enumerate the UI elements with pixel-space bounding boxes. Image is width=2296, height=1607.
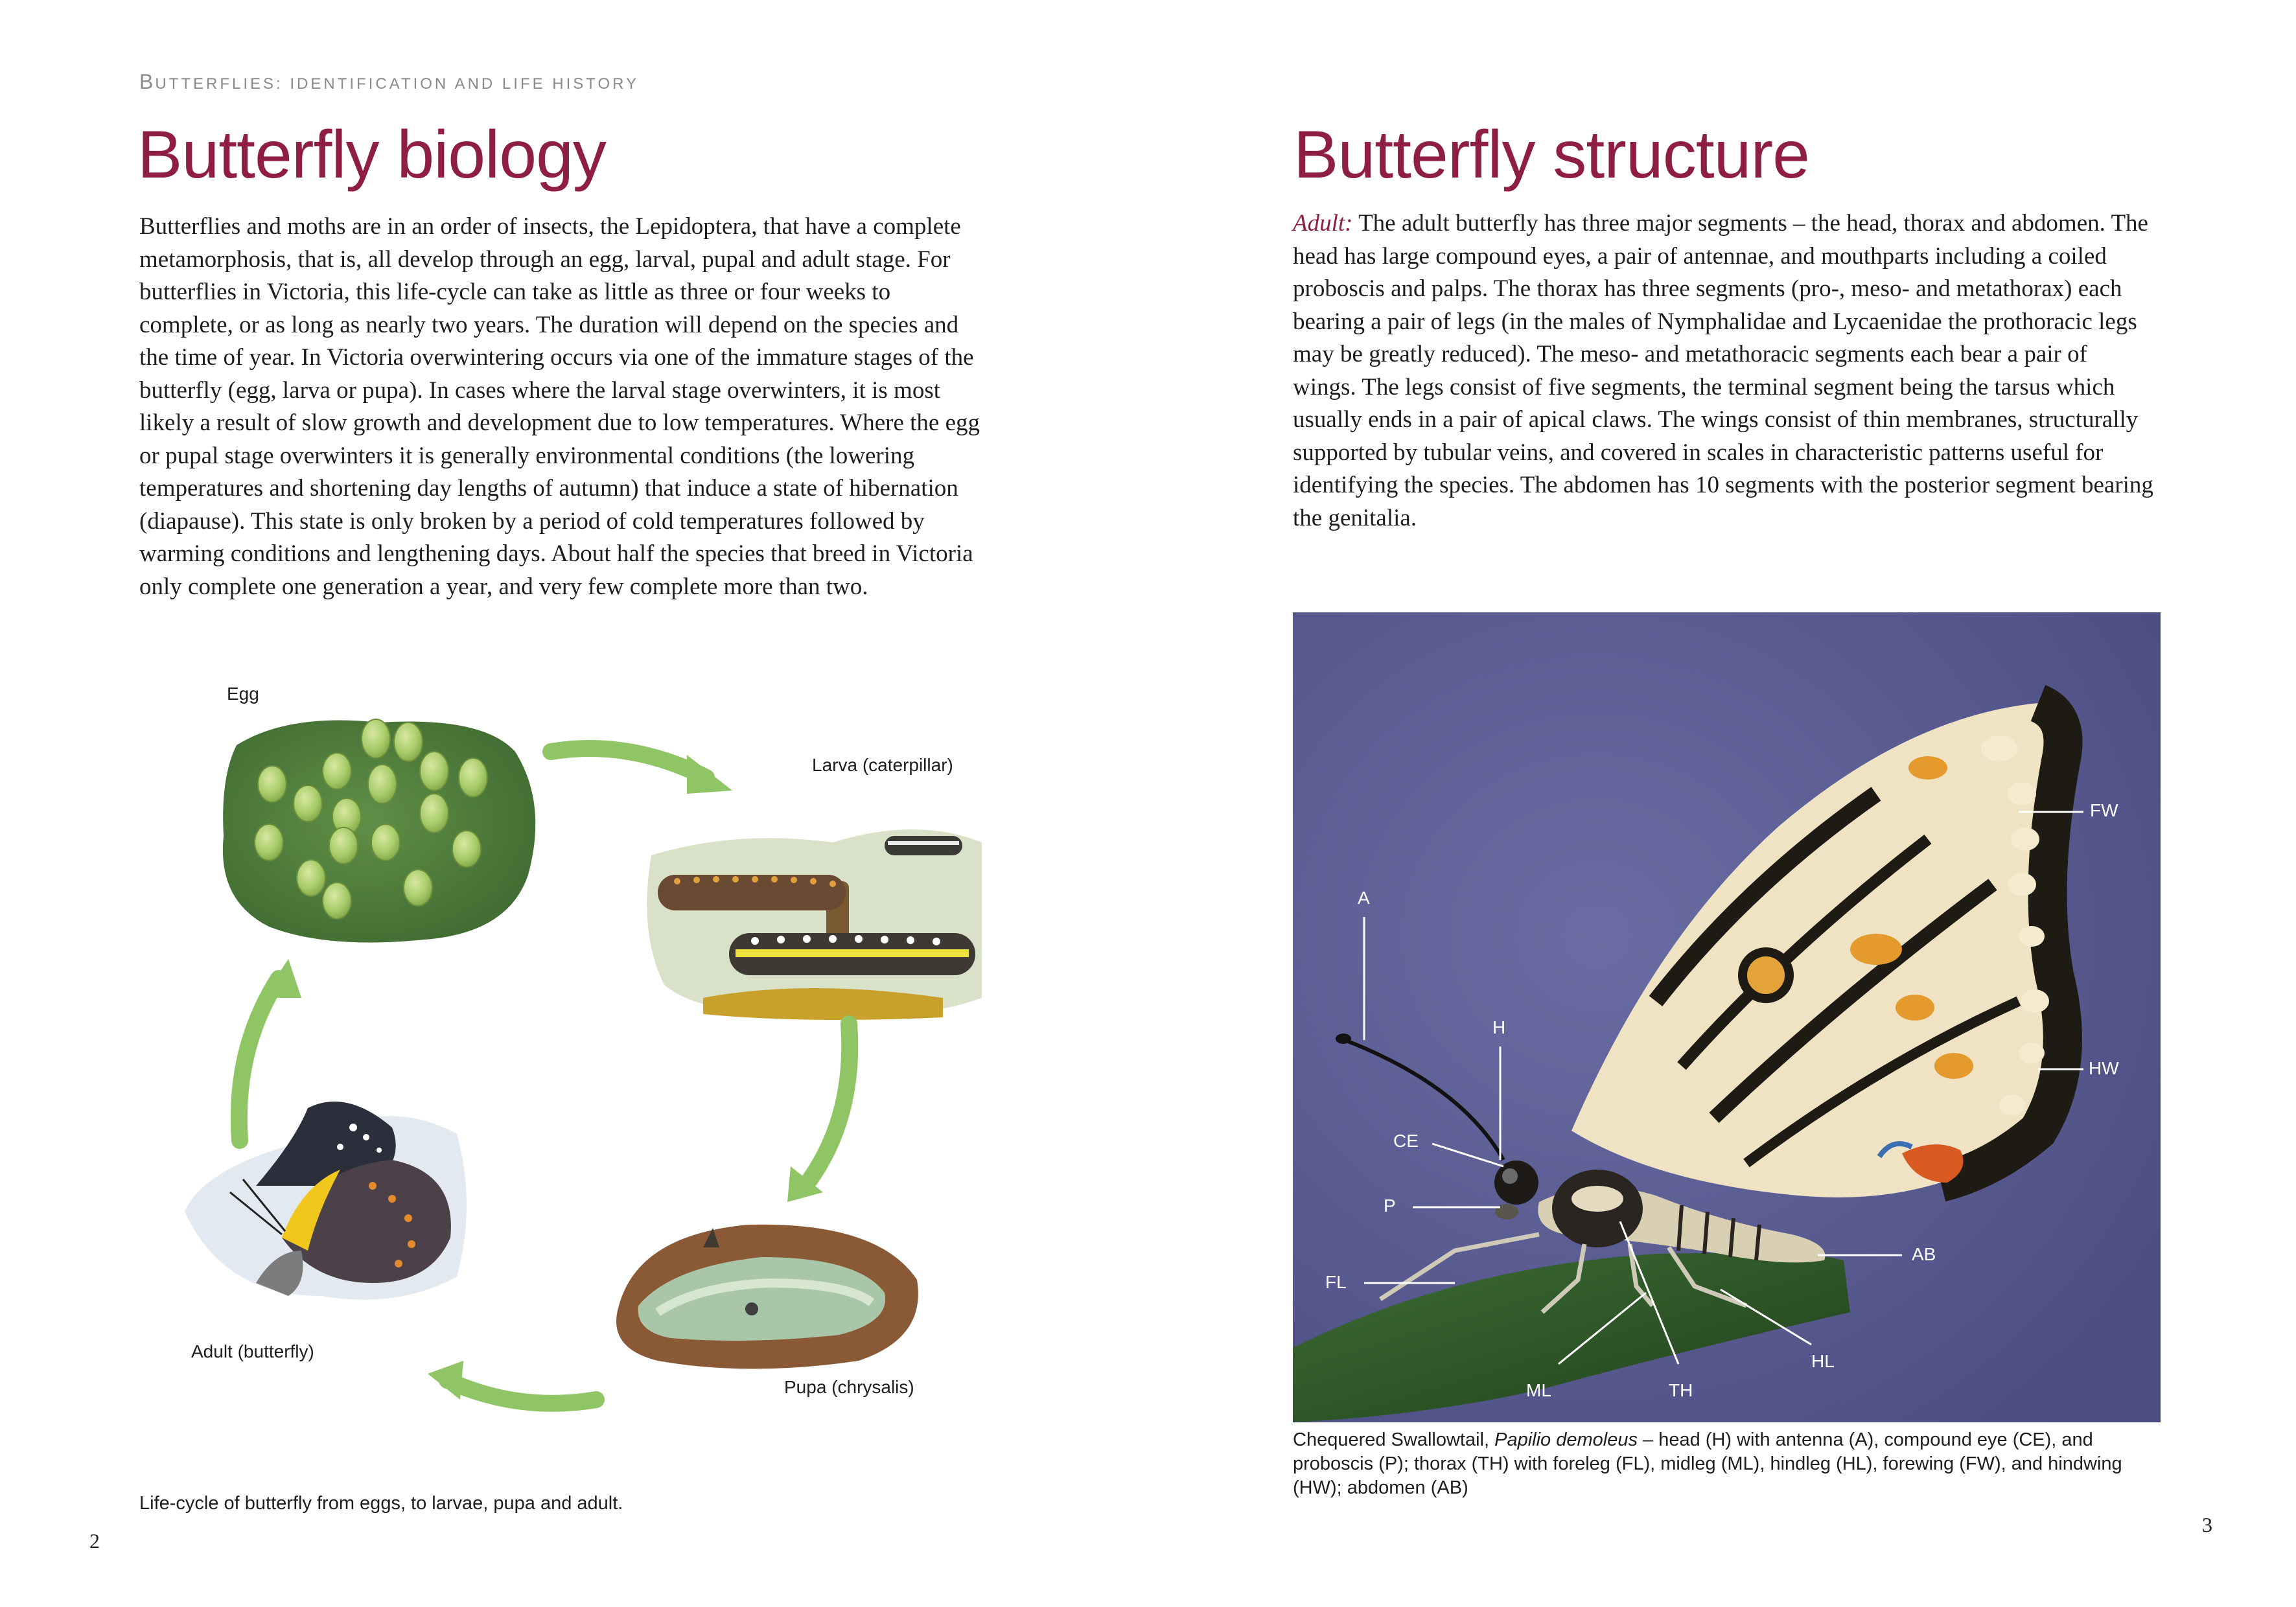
label-forewing: FW bbox=[2090, 800, 2118, 820]
page-number-right: 3 bbox=[2202, 1513, 2212, 1536]
structure-body-content: The adult butterfly has three major segments – the head, thorax and abdomen. The head has large compound eyes, a pair of antennae, and mouthparts including a coiled proboscis and palps. The thorax has three segments (pro-, meso- and metathorax) each bearing a pair of legs (in the males of Nymphalidae and Lycaenidae the prothoracic legs may be greatly reduced). The meso- and metathoracic segments each bear a pair of wings. The legs consist of five segments, the terminal segment being the tarsus which usually ends in a pair of apical claws. The wings consist of thin membranes, structurally supported by tubular veins, and covered in scales in characteristic patterns useful for identifying the species. The abdomen has 10 segments with the posterior segment bearing the genitalia. bbox=[1293, 210, 2153, 531]
caption-details: – head (H) with antenna (A), compound eye (CE), and proboscis (P); thorax (TH) with foreleg (FL), midleg (ML), hindleg (HL), forewing (FW), and hindwing (HW); abdomen (AB) bbox=[1293, 1429, 2122, 1498]
larva-label: Larva (caterpillar) bbox=[812, 755, 953, 775]
label-head: H bbox=[1492, 1017, 1506, 1037]
label-thorax: TH bbox=[1669, 1380, 1693, 1400]
label-midleg: ML bbox=[1526, 1380, 1551, 1400]
lifecycle-arrows bbox=[214, 713, 933, 1432]
pupa-label: Pupa (chrysalis) bbox=[784, 1377, 914, 1397]
egg-label: Egg bbox=[227, 684, 259, 704]
biology-body-text: Butterflies and moths are in an order of insects, the Lepidoptera, that have a complete metamorphosis, that is, all develop through an egg, larval, pupal and adult stage. For butterflies in Victoria, this life-cycle can take as little as three or four weeks to complete, or as long as nearly two years. The duration will depend on the species and the time of year. In Victoria overwintering occurs via one of the immature stages of the butterfly (egg, larva or pupa). In cases where the larval stage overwinters, it is most likely a result of slow growth and development due to low temperatures. Where the egg or pupal stage overwinters it is generally environmental conditions (the lowering temperatures and shortening day lengths of autumn) that induce a state of hibernation (diapause). This state is only broken by a period of cold temperatures followed by warming conditions and lengthening days. About half the species that breed in Victoria only complete one generation a year, and very few complete more than two. bbox=[139, 213, 980, 600]
right-page bbox=[1148, 0, 2296, 1607]
label-antenna: A bbox=[1358, 888, 1370, 908]
swallowtail-photo bbox=[1293, 612, 2161, 1422]
running-head bbox=[139, 70, 639, 94]
caption-species-name: Papilio demoleus bbox=[1494, 1429, 1638, 1450]
label-hindwing: HW bbox=[2089, 1058, 2119, 1078]
label-compound-eye: CE bbox=[1393, 1131, 1419, 1151]
label-foreleg: FL bbox=[1325, 1272, 1347, 1292]
swallowtail-illustration bbox=[1293, 612, 2161, 1422]
label-hindleg: HL bbox=[1811, 1351, 1835, 1371]
caption-common-name: Chequered Swallowtail, bbox=[1293, 1429, 1495, 1450]
label-abdomen: AB bbox=[1912, 1244, 1936, 1264]
page-title-biology: Butterfly biology bbox=[137, 117, 606, 192]
lifecycle-caption: Life-cycle of butterfly from eggs, to larvae, pupa and adult. bbox=[139, 1493, 623, 1514]
adult-lead-word: Adult: bbox=[1293, 210, 1353, 237]
adult-label: Adult (butterfly) bbox=[191, 1341, 314, 1361]
structure-caption bbox=[1293, 1428, 2155, 1500]
page-number-left: 2 bbox=[89, 1529, 100, 1553]
running-head-text: UTTERFLIES: IDENTIFICATION AND LIFE HISTORY bbox=[155, 75, 640, 93]
page-title-structure: Butterfly structure bbox=[1293, 117, 1809, 192]
running-head-initial: B bbox=[139, 70, 156, 93]
label-proboscis: P bbox=[1384, 1196, 1396, 1216]
structure-body-text bbox=[1293, 207, 2155, 535]
